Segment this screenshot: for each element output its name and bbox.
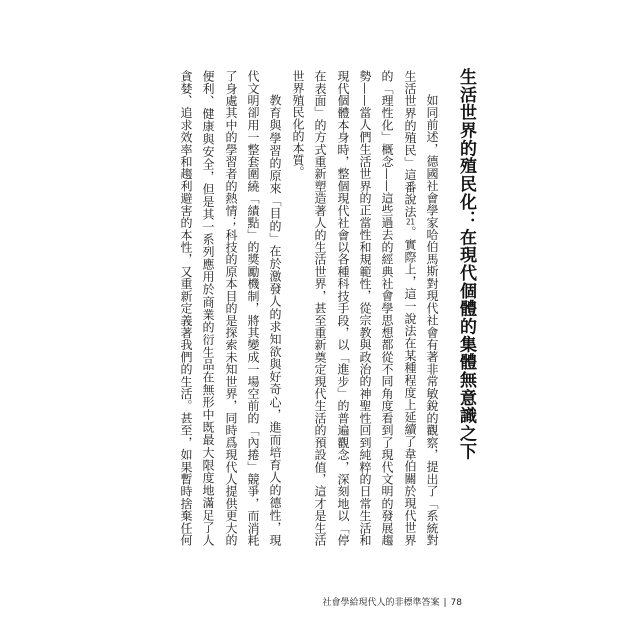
text-column: 的「理性化」概念——這些過去的經典社會學思想都從不同角度看到了現代文明的發展趨 [380, 70, 394, 546]
footer-separator: | [443, 598, 447, 608]
text-column: 了身處其中的學習者的熱情；科技的原本目的是探索未知世界，同時爲現代人提供更大的 [224, 70, 238, 546]
text-segment: 生活世界的殖民」這番說法 [403, 70, 417, 218]
text-column: 現代個體本身時，整個現代社會以各種科技手段，以「進步」的普遍觀念，深刻地以「停 [336, 70, 350, 546]
section-title: 生活世界的殖民化：在現代個體的集體無意識之下 [456, 68, 476, 460]
text-column [402, 70, 418, 546]
running-book-title: 社會學給現代人的非標準答案 [322, 598, 440, 608]
text-column: 便利、健康與安全，但是其一系列應用於商業的衍生品在無形中既最大限度地滿足了人 [201, 70, 215, 546]
text-column: 勢——當人們生活世界的正當性和規範性，從宗教與政治的神聖性回到純粹的日常生活和 [358, 70, 372, 546]
page-footer [322, 597, 462, 609]
text-column: 貪婪、追求效率和趨利避害的本性，又重新定義著我們的生活。甚至，如果暫時捨棄任何 [179, 70, 193, 546]
text-column: 在表面」的方式重新塑造著人的生活世界，甚至重新奠定現代生活的預設值，這才是生活 [313, 70, 327, 546]
footnote-reference: 21 [406, 217, 415, 226]
text-column: 世界殖民化的本質。 [291, 70, 305, 178]
text-segment: 。實際上，這一說法在某種程度上延續了韋伯關於現代世界 [403, 226, 417, 547]
text-column: 如同前述，德國社會學家哈伯馬斯對現代社會有著非常敏銳的觀察，提出了「系統對 [425, 94, 439, 546]
page-number: 78 [450, 598, 462, 608]
text-column: 代文明卻用一整套圍繞「績點」的獎勵機制，將其變成一場空前的「內捲」競爭，而消耗 [246, 70, 260, 546]
text-column: 教育與學習的原來「目的」在於激發人的求知欲與好奇心，進而培育人的德性，現 [268, 94, 282, 546]
